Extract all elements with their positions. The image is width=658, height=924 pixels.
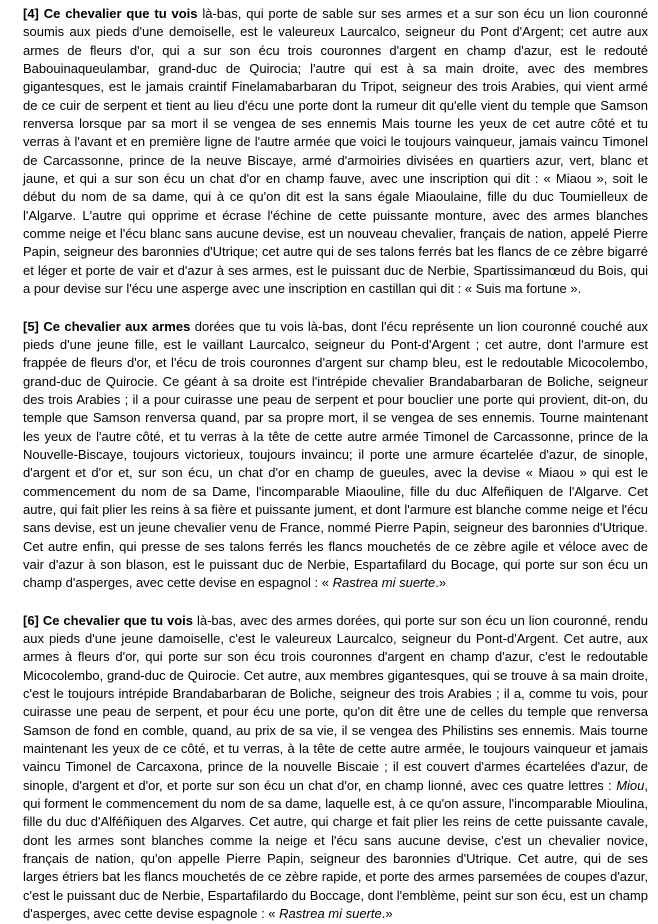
paragraph-4 — [23, 5, 648, 299]
paragraph-6-lead: [6] Ce chevalier que tu vois — [23, 612, 194, 628]
paragraph-5-motto: Rastrea mi suerte — [332, 575, 436, 591]
paragraph-6-text: là-bas, avec des armes dorées, qui porte sur son écu un lion couronné, rendu aux pieds d'une jeune damoiselle, c'est le valeureux Laurcalco, seigneur du Pont-d'Argent. Cet autre, aux armes à fleurs d'or, qui porte sur son écu trois couronnes d'argent en champ d'azur, c'est le redoutable Micocolembo, grand-duc de Quirocie. Cet autre, aux membres gigantesques, qui se trouve à sa main droite, c'est le toujours intrépide Brandabarbaran de Boliche, seigneur des trois Arabies ; il a, comme tu vois, pour cuirasse une peau de serpent, et pour écu une porte, qu'on dit être une de celles du temple que renversa Samson de fond en comble, quand, au prix de sa vie, il se vengea des Philistins ses ennemis. Mais tourne maintenant les yeux de ce côté, et tu verras, à la tête de cette autre armée, le toujours vainqueur et jamais vaincu Timonel de Carcaxona, prince de la nouvelle Biscaie ; il est couvert d'armes écartelées d'azur, de sinople, d'argent et d'or, et porte sur son écu un chat d'or, en champ lionné, avec ces quatre lettres : — [23, 612, 648, 793]
paragraph-spacer — [23, 299, 648, 318]
document-body — [23, 5, 648, 924]
paragraph-5-lead: [5] Ce chevalier aux armes — [23, 318, 191, 334]
paragraph-4-text: là-bas, qui porte de sable sur ses armes et a sur son écu un lion couronné soumis aux pieds d'une demoiselle, est le valeureux Laurcalco, seigneur du Pont d'Argent; cet autre aux armes de fleurs d'or, qui a sur son écu trois couronnes d'argent en champ d'azur, est le redouté Babouinaqueulambar, grand-duc de Quirocia; l'autre qui est à sa main droite, avec des membres gigantesques, est le jamais craintif Finelamabarbaran du Tripot, seigneur des trois Arabies, qui vient armé de ce cuir de serpent et tient au lieu d'écu une porte dont la rumeur dit qu'elle vient du temple que Samson renversa lorsque par sa mort il se vengea de ses ennemis Mais tourne les yeux de cet autre côté et tu verras à l'avant et en première ligne de l'autre armée que voici le toujours vainqueur, jamais vaincu Timonel de Carcassonne, prince de la neuve Biscaye, armé d'armoiries divisées en quartiers azur, vert, blanc et jaune, et qui a sur son écu un chat d'or en champ fauve, avec une inscription qui dit : « Miaou », soit le début du nom de sa dame, qui à ce qu'on dit est la sans égale Miaoulaine, fille du duc Toumielleux de l'Algarve. L'autre qui opprime et écrase l'échine de cette puissante monture, avec des armes blanches comme neige et l'écu blanc sans aucune devise, est un nouveau chevalier, français de nation, appelé Pierre Papin, seigneur des baronnies d'Utrique; cet autre qui de ses talons ferrés bat les flancs de ce zèbre bigarré et léger et porte de vair et d'azur à ses armes, est le puissant duc de Nerbie, Spartissimanœud du Bois, qui a pour devise sur l'écu une asperge avec une inscription en castillan qui dit : « Suis ma fortune ». — [23, 6, 648, 297]
paragraph-6-motto: Rastrea mi suerte — [279, 906, 382, 922]
paragraph-5-text: dorées que tu vois là-bas, dont l'écu représente un lion couronné couché aux pieds d'une jeune fille, est le vaillant Laurcalco, seigneur du Pont-d'Argent ; cet autre, dont l'armure est frappée de fleurs d'or, et l'écu de trois couronnes d'argent sur champ bleu, est le redoutable Micocolembo, grand-duc de Quirocie. Ce géant à sa droite est l'intrépide chevalier Brandabarbaran de Boliche, seigneur des trois Arabies ; il a pour cuirasse une peau de serpent et pour bouclier une porte qui provient, dit-on, du temple que Samson renversa quand, par sa propre mort, il se vengea de ses ennemis. Tourne maintenant les yeux de l'autre côté, et tu verras à la tête de cette autre armée Timonel de Carcassonne, prince de la Nouvelle-Biscaye, toujours victorieux, toujours invaincu; il porte une armure écartelée d'azur, de sinople, d'argent et d'or et, sur son écu, un chat d'or en champ de gueules, avec la devise « Miaou » qui est le commencement du nom de sa Dame, l'incomparable Miaouline, fille du duc Alfeñiquen de l'Algarve. Cet autre, qui fait plier les reins à sa fière et puissante jument, et dont l'armure est blanche comme neige et l'écu sans devise, est un jeune chevalier venu de France, nommé Pierre Papin, seigneur des baronnies d'Utrique. Cet autre enfin, qui presse de ses talons ferrés les flancs mouchetés de ce zèbre agile et véloce avec de vair d'azur à son blason, est le puissant duc de Nerbie, Espartafilard du Bocage, qui porte sur son écu un champ d'asperges, avec cette devise en espagnol : « — [23, 318, 648, 591]
paragraph-5 — [23, 318, 648, 593]
paragraph-6-letters: Miou — [616, 777, 645, 793]
paragraph-5-closing: .» — [435, 575, 447, 591]
paragraph-4-lead: [4] Ce chevalier que tu vois — [23, 6, 198, 21]
paragraph-6-text-continued: , qui forment le commencement du nom de sa dame, laquelle est, à ce qu'on assure, l'incomparable Mioulina, fille du duc d'Alféñiquen des Algarves. Cet autre, qui charge et fait plier les reins de cette puissante cavale, dont les armes sont blanches comme la neige et l'écu sans aucune devise, c'est un chevalier novice, français de nation, qu'on appelle Pierre Papin, seigneur des baronnies d'Utrique. Cet autre, qui de ses larges étriers bat les flancs mouchetés de ce zèbre rapide, et porte des armes parsemées de coupes d'azur, c'est le puissant duc de Nerbie, Espartafilardo du Boccage, dont l'emblème, peint sur son écu, est un champ d'asperges, avec cette devise espagnole : « — [23, 777, 648, 922]
paragraph-spacer — [23, 593, 648, 612]
paragraph-6 — [23, 612, 648, 924]
paragraph-6-closing: .» — [381, 906, 393, 922]
